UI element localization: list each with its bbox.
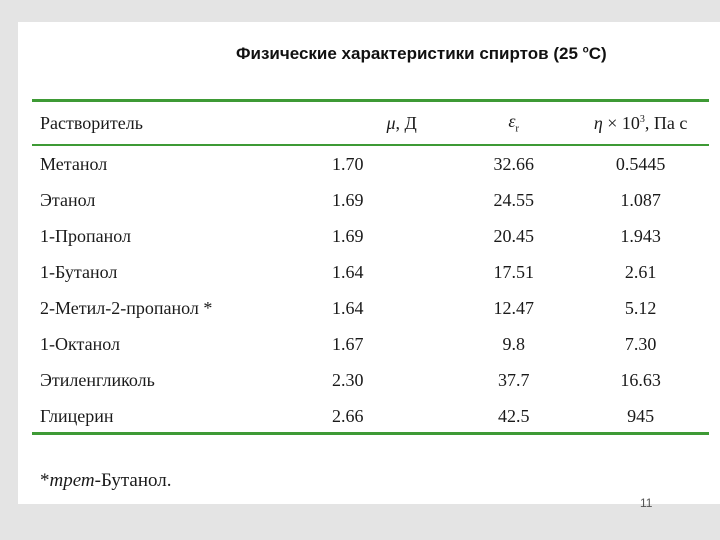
cell-name: Метанол	[40, 153, 108, 174]
header-viscosity: $\eta \times 10^3$, Па с	[593, 112, 688, 133]
cell-eta: 2.61	[624, 261, 657, 282]
alcohol-properties-table	[32, 102, 709, 434]
cell-mu: 1.69	[332, 225, 364, 246]
header-dipole-moment: μ, Д	[386, 112, 417, 133]
cell-mu: 1.67	[332, 333, 364, 354]
slide-title	[236, 44, 607, 64]
cell-mu: 2.66	[332, 405, 364, 426]
cell-eps: 37.7	[497, 369, 530, 390]
cell-eta: 1.943	[620, 225, 661, 246]
slide	[18, 22, 720, 504]
cell-eta: 1.087	[620, 189, 661, 210]
table-row	[32, 290, 709, 326]
cell-mu: 1.64	[332, 261, 364, 282]
title-text: Физические характеристики спиртов (25	[236, 44, 583, 63]
cell-eta: 7.30	[624, 333, 657, 354]
slide-number: 11	[640, 496, 653, 510]
table-row	[32, 144, 709, 182]
cell-mu: 2.30	[332, 369, 364, 390]
cell-name: 1-Пропанол	[40, 225, 131, 246]
table-row	[32, 182, 709, 218]
cell-mu: 1.69	[332, 189, 364, 210]
cell-eta: 16.63	[620, 369, 661, 390]
header-solvent: Растворитель	[40, 112, 143, 133]
title-suffix: С)	[588, 44, 607, 63]
cell-eps: 9.8	[502, 333, 525, 354]
cell-eps: 24.55	[493, 189, 534, 210]
cell-name: Глицерин	[40, 405, 114, 426]
cell-eps: 32.66	[493, 153, 534, 174]
cell-eps: 17.51	[493, 261, 534, 282]
cell-eta: 5.12	[624, 297, 657, 318]
cell-name: 1-Октанол	[40, 333, 120, 354]
table-row	[32, 218, 709, 254]
table-header-row	[32, 102, 709, 144]
cell-eta: 0.5445	[615, 153, 666, 174]
header-permittivity: $\varepsilon_r$	[508, 111, 520, 135]
cell-eta: 945	[627, 405, 655, 426]
table-row	[32, 326, 709, 362]
cell-name: Этанол	[40, 189, 96, 210]
cell-eps: 42.5	[497, 405, 530, 426]
cell-name: Этиленгликоль	[40, 369, 155, 390]
table-row	[32, 398, 709, 434]
cell-name: 2-Метил-2-пропанол *	[40, 297, 213, 318]
table-row	[32, 362, 709, 398]
footnote: *трет-Бутанол.	[40, 470, 172, 491]
cell-eps: 20.45	[493, 225, 534, 246]
cell-mu: 1.70	[332, 153, 364, 174]
table-row	[32, 254, 709, 290]
cell-name: 1-Бутанол	[40, 261, 118, 282]
cell-eps: 12.47	[493, 297, 534, 318]
title-degree: о	[582, 44, 589, 56]
cell-mu: 1.64	[332, 297, 364, 318]
